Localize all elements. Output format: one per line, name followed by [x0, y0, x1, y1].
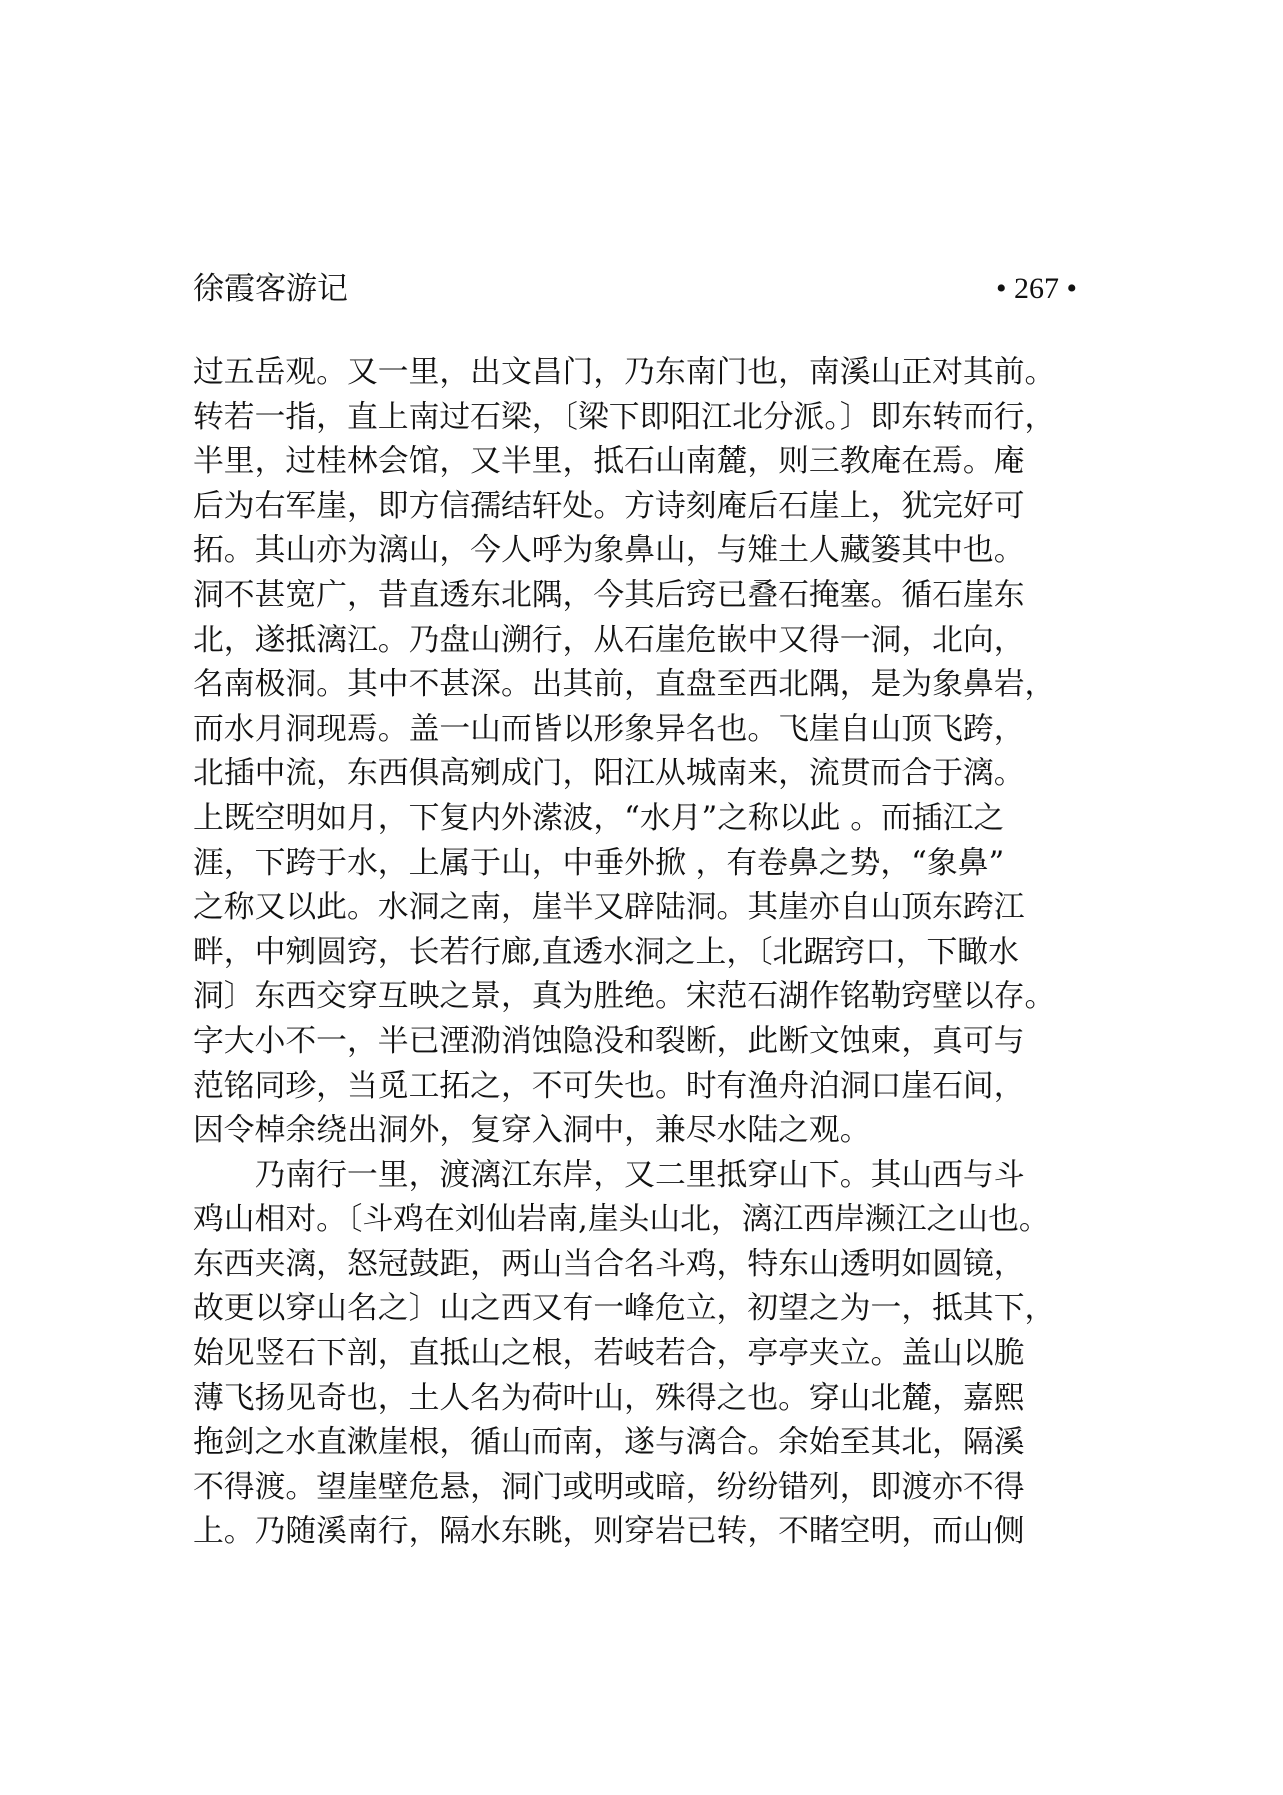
text-line: 上。乃随溪南行，隔水东眺，则穿岩已转，不睹空明，而山侧 [193, 1513, 1025, 1550]
text-line: 而水月洞现焉。盖一山而皆以形象异名也。飞崖自山顶飞跨， [193, 710, 1025, 747]
text-line: 范铭同珍，当觅工拓之，不可失也。时有渔舟泊洞口崖石间， [193, 1067, 1025, 1104]
page-number: • 267 • [995, 272, 1077, 305]
running-header [193, 266, 1077, 312]
text-line: 洞不甚宽广，昔直透东北隅，今其后窍已叠石掩塞。循石崖东 [193, 576, 1025, 613]
text-line: 乃南行一里，渡漓江东岸，又二里抵穿山下。其山西与斗 [193, 1156, 1025, 1193]
text-line: 字大小不一，半已湮泐消蚀隐没和裂断，此断文蚀柬，真可与 [193, 1022, 1025, 1059]
text-line: 鸡山相对。〔斗鸡在刘仙岩南,崖头山北，漓江西岸濒江之山也。 [193, 1201, 1050, 1238]
text-line: 过五岳观。又一里，出文昌门，乃东南门也，南溪山正对其前。 [193, 354, 1056, 390]
text-line: 故更以穿山名之〕山之西又有一峰危立，初望之为一，抵其下， [193, 1290, 1056, 1327]
text-line: 转若一指，直上南过石梁，〔梁下即阳江北分派。〕即东转而行， [193, 398, 1056, 435]
book-title: 徐霞客游记 [193, 271, 348, 307]
text-line: 名南极洞。其中不甚深。出其前，直盘至西北隅，是为象鼻岩， [193, 666, 1056, 703]
text-line: 东西夹漓，怒冠鼓距，两山当合名斗鸡，特东山透明如圆镜， [193, 1245, 1025, 1282]
text-line: 涯，下跨于水，上属于山，中垂外掀 ，有卷鼻之势，“象鼻” [193, 844, 1005, 881]
text-line: 洞〕东西交穿互映之景，真为胜绝。宋范石湖作铭勒窍壁以存。 [193, 978, 1056, 1015]
text-line: 半里，过桂林会馆，又半里，抵石山南麓，则三教庵在焉。庵 [193, 443, 1025, 480]
text-line: 拖剑之水直漱崖根，循山而南，遂与漓合。余始至其北，隔溪 [193, 1424, 1025, 1461]
text-line: 上既空明如月，下复内外潆波，“水月”之称以此 。而插江之 [193, 799, 1005, 836]
text-line: 畔，中剜圆窍，长若行廊,直透水洞之上，〔北踞窍口，下瞰水 [193, 933, 1019, 970]
text-line: 因令棹余绕出洞外，复穿入洞中，兼尽水陆之观。 [193, 1112, 871, 1149]
text-line: 后为右军崖，即方信孺结轩处。方诗刻庵后石崖上，犹完好可 [193, 487, 1025, 524]
text-line: 不得渡。望崖壁危悬，洞门或明或暗，纷纷错列，即渡亦不得 [193, 1468, 1025, 1505]
text-line: 北插中流，东西俱高剜成门，阳江从城南来，流贯而合于漓。 [193, 755, 1025, 792]
text-line: 拓。其山亦为漓山，今人呼为象鼻山，与雉土人藏篓其中也。 [193, 532, 1025, 569]
text-line: 薄飞扬见奇也，土人名为荷叶山，殊得之也。穿山北麓，嘉熙 [193, 1379, 1025, 1416]
text-line: 之称又以此。水洞之南，崖半又辟陆洞。其崖亦自山顶东跨江 [193, 889, 1025, 926]
text-line: 始见竖石下剖，直抵山之根，若岐若合，亭亭夹立。盖山以脆 [193, 1335, 1025, 1372]
paragraph-2 [193, 1153, 1098, 1554]
paragraph-1 [193, 350, 1098, 1153]
body-text [193, 350, 1098, 1554]
text-line: 北，遂抵漓江。乃盘山溯行，从石崖危嵌中又得一洞，北向， [193, 621, 1025, 658]
